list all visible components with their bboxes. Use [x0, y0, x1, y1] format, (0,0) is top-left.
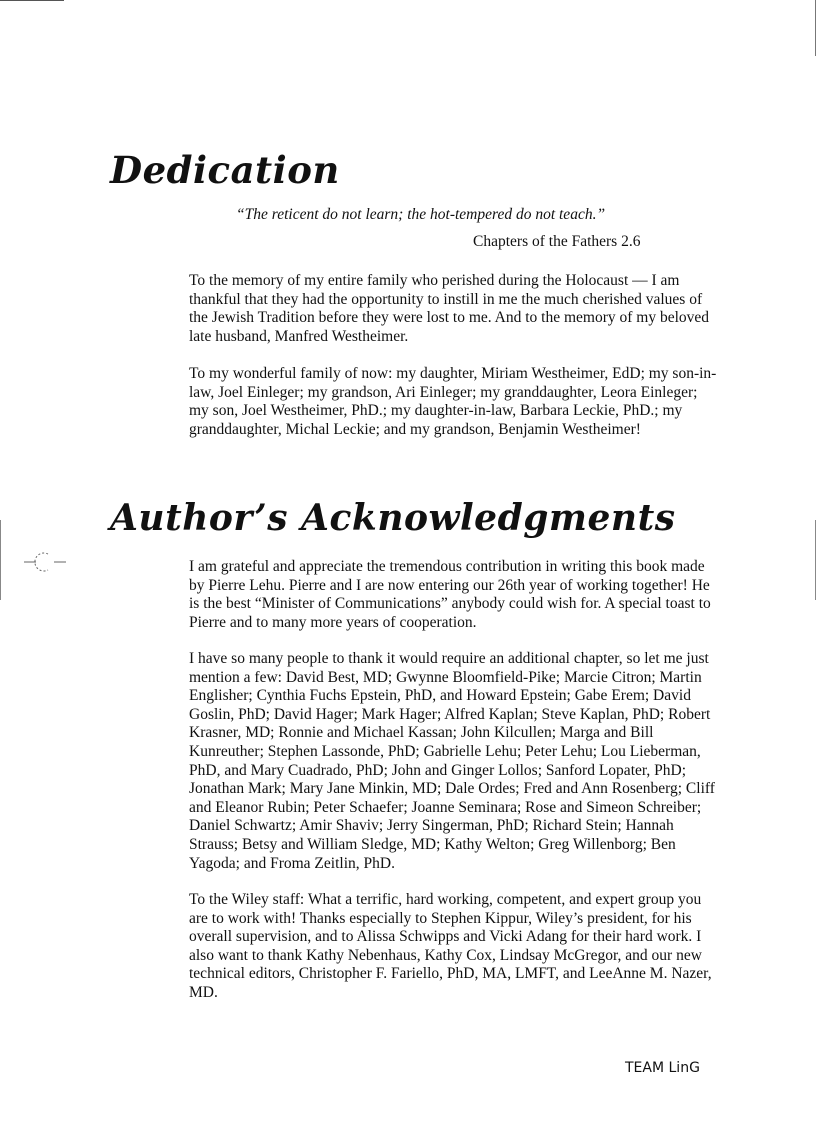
footer-text: TEAM LinG	[625, 1060, 700, 1076]
dedication-paragraph-1: To the memory of my entire family who perished during the Holocaust — I am thankful that they had the opportunity to instill in me the much cherished values of the Jewish Tradition before they were lost to me. And to the memory of my beloved late husband, Manfred Westheimer.	[189, 272, 710, 345]
acknowledgments-paragraph-3: To the Wiley staff: What a terrific, hard working, competent, and expert group you are to work with! Thanks especially to Stephen Kippur, Wiley’s president, for his overall supervision, and to Alissa Schwipps and Vicki Adang for their hard work. I also want to thank Kathy Nebenhaus, Kathy Cox, Lindsay McGregor, and our new technical editors, Christopher F. Fariello, PhD, MA, LMFT, and LeeAnne M. Nazer, MD.	[189, 891, 712, 1001]
epigraph-source: Chapters of the Fathers 2.6	[473, 233, 641, 250]
acknowledgments-paragraph-2: I have so many people to thank it would require an additional chapter, so let me just mention a few: David Best, MD; Gwynne Bloomfield-Pike; Marcie Citron; Martin Englisher; Cynthia Fuchs Epstein, PhD, and Howard Epstein; Gabe Erem; David Goslin, PhD; David Hager; Mark Hager; Alfred Kaplan; Steve Kaplan, PhD; Robert Krasner, MD; Ronnie and Michael Kassan; John Kilcullen; Marga and Bill Kunreuther; Stephen Lassonde, PhD; Gabrielle Lehu; Peter Lehu; Lou Lieberman, PhD, and Mary Cuadrado, PhD; John and Ginger Lollos; Sanford Lopater, PhD; Jonathan Mark; Mary Jane Minkin, MD; Dale Ordes; Fred and Ann Rosenberg; Cliff and Eleanor Rubin; Peter Schaefer; Joanne Seminara; Rose and Simeon Schreiber; Daniel Schwartz; Amir Shaviv; Jerry Singerman, PhD; Richard Stein; Hannah Strauss; Betsy and William Sledge, MD; Kathy Welton; Greg Willenborg; Ben Yagoda; and Froma Zeitlin, PhD.	[189, 650, 715, 872]
epigraph-quote: “The reticent do not learn; the hot-tempered do not teach.”	[236, 206, 606, 223]
crop-mark-top-left	[0, 0, 64, 1]
acknowledgments-title: Author’s Acknowledgments	[110, 497, 676, 539]
dedication-title: Dedication	[110, 148, 340, 192]
page-edge-left	[0, 520, 1, 600]
registration-mark-icon	[24, 548, 66, 576]
dedication-paragraph-2: To my wonderful family of now: my daughter, Miriam Westheimer, EdD; my son-in-law, Joel Einleger; my grandson, Ari Einleger; my granddaughter, Leora Einleger; my son, Joel Westheimer, PhD.; my daughter-in-law, Barbara Leckie, PhD.; my granddaughter, Michal Leckie; and my grandson, Benjamin Westheimer!	[189, 365, 717, 438]
acknowledgments-paragraph-1: I am grateful and appreciate the tremendous contribution in writing this book made by Pierre Lehu. Pierre and I are now entering our 26th year of working together! He is the best “Minister of Communications” anybody could wish for. A special toast to Pierre and to many more years of cooperation.	[189, 558, 711, 631]
